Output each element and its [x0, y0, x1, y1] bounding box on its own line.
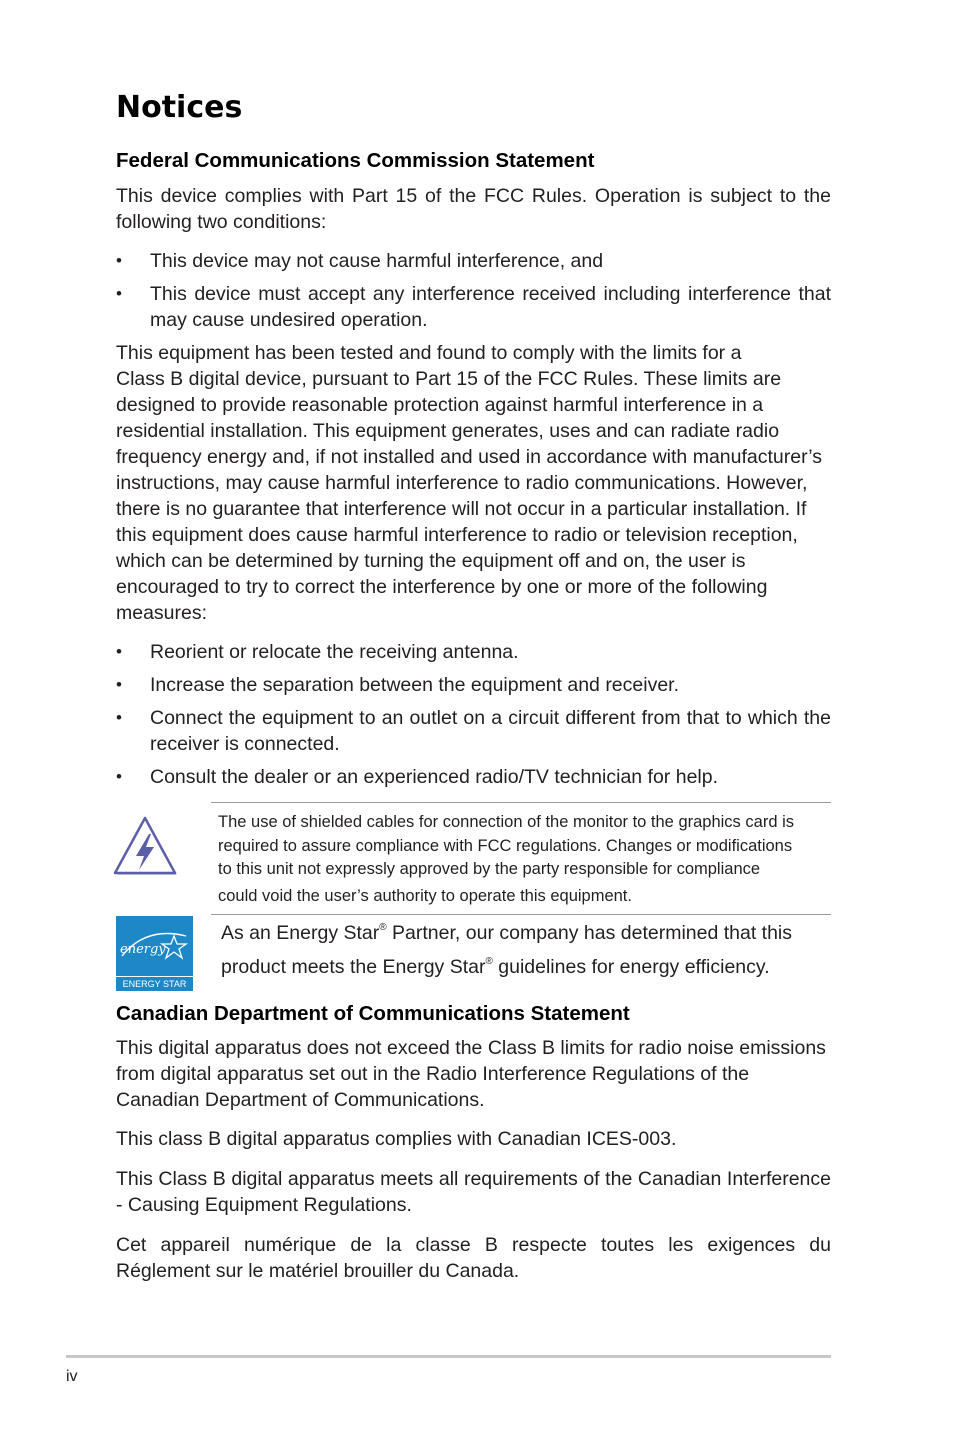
note-line: could void the user’s authority to operate this equipment. [218, 886, 632, 905]
list-item: • Reorient or relocate the receiving antenna. [116, 641, 519, 663]
fcc-body-line: there is no guarantee that interference will not occur in a particular installation. If [116, 498, 807, 520]
energy-logo-label: ENERGY STAR [116, 976, 193, 991]
page-number: iv [66, 1368, 78, 1385]
warning-note-text [218, 811, 828, 908]
list-item: • Increase the separation between the equipment and receiver. [116, 674, 680, 696]
bullet-icon: • [116, 675, 122, 694]
bullet-icon: • [116, 642, 122, 661]
list-item: • This device may not cause harmful interference, and [116, 250, 604, 272]
fcc-body-line: instructions, may cause harmful interference to radio communications. However, [116, 472, 808, 494]
fcc-body-line: encouraged to try to correct the interference by one or more of the following [116, 576, 768, 598]
energy-star-text [221, 916, 831, 984]
fcc-body-line: which can be determined by turning the equipment off and on, the user is [116, 550, 746, 572]
canada-line: from digital apparatus set out in the Radio Interference Regulations of the [116, 1063, 750, 1085]
energy-line-2: product meets the Energy Star® guidelines for energy efficiency. [221, 956, 770, 978]
note-line: The use of shielded cables for connection of the monitor to the graphics card is [218, 813, 794, 831]
fcc-conditions-list [116, 248, 831, 340]
canada-heading: Canadian Department of Communications Statement [116, 1002, 630, 1025]
fcc-body-line: This equipment has been tested and found to comply with the limits for a [116, 342, 742, 364]
fcc-body-line: Class B digital device, pursuant to Part 15 of the FCC Rules. These limits are [116, 368, 782, 390]
fcc-heading: Federal Communications Commission Statement [116, 149, 595, 172]
note-line: required to assure compliance with FCC regulations. Changes or modifications [218, 836, 793, 855]
fcc-body-line: designed to provide reasonable protection against harmful interference in a [116, 394, 764, 416]
warning-lightning-icon [112, 814, 178, 878]
bullet-icon: • [116, 251, 122, 270]
canada-line: Canadian Department of Communications. [116, 1089, 485, 1111]
page-title: Notices [116, 90, 243, 125]
fcc-body [116, 340, 822, 626]
footer-divider [66, 1355, 831, 1358]
energy-line-1: As an Energy Star® Partner, our company has determined that this [221, 922, 793, 944]
energy-divider [211, 914, 831, 915]
registered-mark: ® [379, 922, 387, 933]
list-item: • Consult the dealer or an experienced radio/TV technician for help. [116, 766, 719, 788]
energy-star-logo [116, 916, 193, 991]
fcc-intro: This device complies with Part 15 of the FCC Rules. Operation is subject to the following two conditions: [116, 185, 831, 233]
fcc-body-line: measures: [116, 602, 208, 624]
canada-line: This digital apparatus does not exceed the Class B limits for radio noise emissions [116, 1037, 826, 1059]
bullet-icon: • [116, 708, 122, 727]
canada-paragraph-3: This Class B digital apparatus meets all requirements of the Canadian Interference - Causing Equipment Regulations. [116, 1168, 831, 1216]
list-item: • Connect the equipment to an outlet on a circuit different from that to which the receiver is connected. [116, 707, 831, 755]
fcc-measures-list [116, 639, 831, 797]
fcc-body-line: this equipment does cause harmful interference to radio or television reception, [116, 524, 798, 546]
bullet-icon: • [116, 284, 122, 303]
canada-paragraph-2: This class B digital apparatus complies with Canadian ICES-003. [116, 1128, 677, 1150]
note-divider [211, 802, 831, 803]
canada-paragraph-4: Cet appareil numérique de la classe B respecte toutes les exigences du Réglement sur le matériel brouiller du Canada. [116, 1234, 831, 1282]
registered-mark: ® [485, 956, 493, 967]
fcc-body-line: frequency energy and, if not installed and used in accordance with manufacturer’s [116, 446, 823, 468]
energy-logo-script: energy [120, 942, 166, 957]
note-line: to this unit not expressly approved by the party responsible for compliance [218, 860, 761, 878]
bullet-icon: • [116, 767, 122, 786]
list-item: • This device must accept any interference received including interference that may cause undesired operation. [116, 283, 831, 331]
canada-paragraph-1 [116, 1035, 826, 1113]
fcc-body-line: residential installation. This equipment generates, uses and can radiate radio [116, 420, 780, 442]
